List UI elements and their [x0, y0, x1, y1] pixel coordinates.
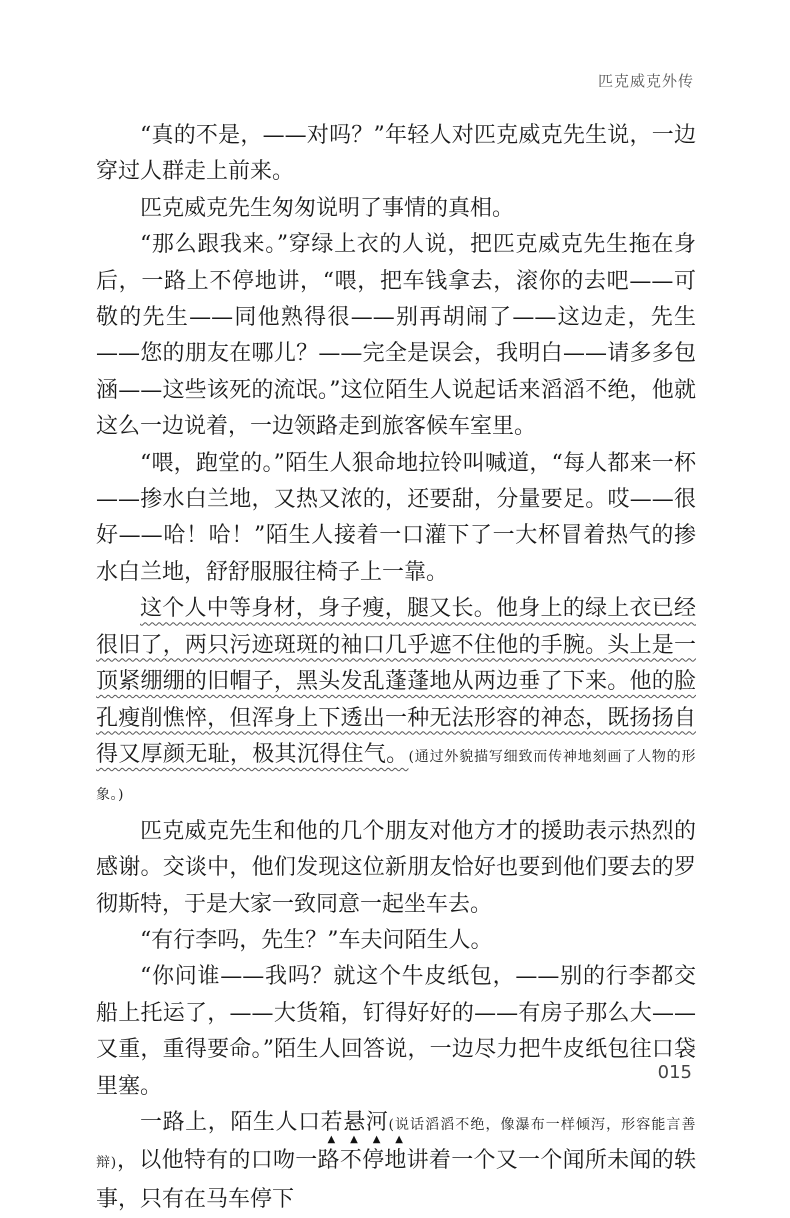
- idiom-char: 悬 ▲: [343, 1110, 366, 1135]
- emphasis-dot-icon: ▲: [327, 1133, 336, 1145]
- idiom-char: 口 ▲: [298, 1110, 321, 1135]
- idiom-char: 若 ▲: [321, 1110, 344, 1135]
- page-number: 015: [657, 1062, 692, 1083]
- emphasis-dot-icon: ▲: [372, 1133, 381, 1145]
- paragraph-1: “真的不是，——对吗？”年轻人对匹克威克先生说，一边穿过人群走上前来。: [96, 123, 696, 185]
- annotated-passage: 这个人中等身材，身子瘦，腿又长。他身上的绿上衣已经很旧了，两只污迹斑斑的袖口几乎遮不住他的手腕。头上是一顶紧绷绷的旧帽子，黑头发乱蓬蓬地从两边垂了下来。他的脸孔瘦削憔悴，但浑身上下透出一种无法形容的神态，既扬扬自得又厚颜无耻，极其沉得住气。: [96, 596, 696, 767]
- paragraph-7: “有行李吗，先生？”车夫问陌生人。: [140, 927, 493, 953]
- idiom-char: 河 ▲: [366, 1110, 389, 1135]
- paragraph-3: “那么跟我来。”穿绿上衣的人说，把匹克威克先生拖在身后，一路上不停地讲，“喂，把车钱拿去，滚你的去吧——可敬的先生——同他熟得很——别再胡闹了——这边走，先生——您的朋友在哪儿？——完全是误会，我明白——请多多包涵——这些该死的流氓。”这位陌生人说起话来滔滔不绝，他就这么一边说着，一边领路走到旅客候车室里。: [96, 232, 696, 440]
- paragraph-4: “喂，跑堂的。”陌生人狠命地拉铃叫喊道，“每人都来一杯——掺水白兰地，又热又浓的，还要甜，分量要足。哎——很好——哈！哈！”陌生人接着一口灌下了一大杯冒着热气的掺水白兰地，舒舒服服往椅子上一靠。: [96, 450, 696, 585]
- paragraph-6: 匹克威克先生和他的几个朋友对他方才的援助表示热烈的感谢。交谈中，他们发现这位新朋友恰好也要到他们要去的罗彻斯特，于是大家一致同意一起坐车去。: [96, 818, 696, 917]
- paragraph-9: [96, 1105, 696, 1218]
- paragraph-2: 匹克威克先生匆匆说明了事情的真相。: [140, 195, 515, 221]
- margin-annotation: (通过外貌描写细致而传神地刻画了人物的形象。): [96, 748, 696, 804]
- emphasis-dot-icon: ▲: [350, 1133, 358, 1145]
- emphasis-dot-icon: ▲: [395, 1133, 403, 1145]
- paragraph-5: [96, 591, 696, 813]
- running-header: 匹克威克外传: [597, 72, 694, 90]
- paragraph-9-tail: ，以他特有的口吻一路不停地讲着一个又一个闻所未闻的轶事，只有在马车停下: [96, 1148, 696, 1212]
- paragraph-8: “你问谁——我吗？就这个牛皮纸包，——别的行李都交船上托运了，——大货箱，钉得好好的——有房子那么大——又重，重得要命。”陌生人回答说，一边尽力把牛皮纸包往口袋里塞。: [96, 964, 696, 1099]
- idiom-annotation: (说话滔滔不绝，像瀑布一样倾泻，形容能言善辩): [96, 1116, 696, 1172]
- body-text: [96, 118, 696, 1218]
- paragraph-9-lead: 一路上，陌生人: [140, 1109, 299, 1135]
